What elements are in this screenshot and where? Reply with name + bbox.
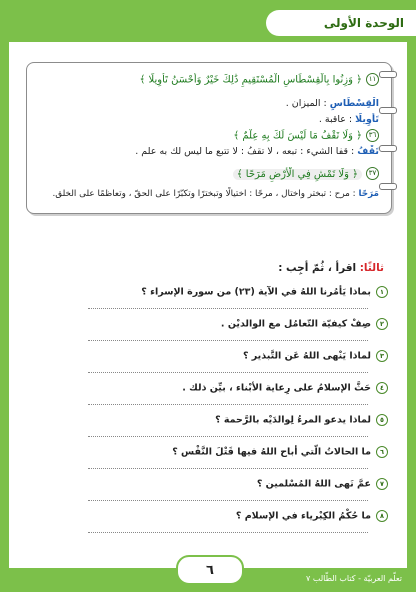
binder-ring-icon	[379, 183, 397, 190]
page-number: ٦	[176, 555, 244, 585]
question-text: ٥لماذا يدعو المرءُ لِوالدَيْه بالرَّحمة ؟	[215, 414, 388, 426]
question-text: ٣لماذا يَنْهى اللهُ عَن التَّبذير ؟	[243, 350, 388, 362]
unit-title: الوحدة الأولى	[323, 16, 404, 30]
verse-number: ١١	[366, 73, 379, 86]
question-item	[28, 350, 388, 370]
verse-text: ﴿ وَلَا تَمْشِ فِي الْأَرْضِ مَرَحًا ﴾	[233, 169, 362, 180]
definition-meaning: : عاقبة .	[318, 114, 356, 125]
verse-number: ٣٧	[366, 167, 379, 180]
question-item	[28, 318, 388, 338]
question-number: ٨	[376, 510, 388, 522]
verse-line-1b	[39, 129, 379, 144]
answer-line[interactable]	[88, 468, 368, 469]
right-border-strip	[407, 42, 416, 568]
question-number: ٤	[376, 382, 388, 394]
question-item	[28, 382, 388, 402]
definition-term: مَرَحًا	[358, 189, 379, 199]
section-number: ثالثًا:	[359, 262, 384, 274]
verse-line-1	[39, 73, 379, 88]
header-band	[0, 0, 416, 42]
answer-line[interactable]	[88, 436, 368, 437]
definition-term: تَأْوِيلًا	[355, 114, 379, 125]
left-border-strip	[0, 42, 9, 568]
binder-ring-icon	[379, 145, 397, 152]
question-item	[28, 414, 388, 434]
question-text: ٧عمَّ نَهى اللهُ المُسْلمين ؟	[257, 478, 388, 490]
answer-line[interactable]	[88, 372, 368, 373]
section-heading	[278, 262, 384, 274]
question-number: ١	[376, 286, 388, 298]
definition-meaning: : قفا الشيء : تبعه ، لا تقفُ : لا تتبع ما ليس لك به علم .	[135, 146, 358, 157]
definition-term: الْقِسْطَاسِ	[329, 98, 379, 109]
answer-line[interactable]	[88, 308, 368, 309]
question-item	[28, 478, 388, 498]
question-item	[28, 286, 388, 306]
unit-title-tab	[266, 10, 416, 36]
section-instruction: اقرأ ، ثُمّ أجِب :	[278, 262, 360, 274]
definition-meaning: : مرح : تبختر واختال ، مرحًا : اختيالًا وتبخترًا وتكبّرًا على الحقّ ، وتعاظمًا على الخلق.	[52, 189, 359, 199]
definition-term: تَقْفُ	[357, 146, 379, 157]
question-number: ٣	[376, 350, 388, 362]
definition-meaning: : الميزان .	[285, 98, 330, 109]
definition-line	[39, 145, 379, 159]
binder-ring-icon	[379, 71, 397, 78]
answer-line[interactable]	[88, 532, 368, 533]
answer-line[interactable]	[88, 500, 368, 501]
answer-line[interactable]	[88, 340, 368, 341]
definition-line	[39, 97, 379, 111]
verse-number: ٣٦	[366, 129, 379, 142]
question-number: ٢	[376, 318, 388, 330]
question-number: ٥	[376, 414, 388, 426]
definition-line	[39, 113, 379, 127]
question-number: ٧	[376, 478, 388, 490]
definition-line	[39, 187, 379, 201]
answer-line[interactable]	[88, 404, 368, 405]
verse-text: ﴿ وَلَا تَقْفُ مَا لَيْسَ لَكَ بِهِ عِلْمٌ ﴾	[233, 130, 362, 142]
question-text: ٤حَثَّ الإسلامُ على رِعاية الأبْناء ، بيِّن ذلك .	[182, 382, 388, 394]
verse-line-2	[39, 167, 379, 182]
question-number: ٦	[376, 446, 388, 458]
question-item	[28, 510, 388, 530]
verse-vocabulary-card	[26, 62, 392, 214]
binder-ring-icon	[379, 107, 397, 114]
question-text: ٦ما الحالاتُ الّتي أباح اللهُ فيها قَتْلَ النَّفْس ؟	[172, 446, 388, 458]
verse-text: ﴿ وَزِنُوا بِالْقِسْطَاسِ الْمُسْتَقِيمِ ذَٰلِكَ خَيْرٌ وَأَحْسَنُ تَأْوِيلًا ﴾	[139, 74, 362, 86]
book-title: تعلّم العربيّة - كتاب الطّالب ٧	[306, 574, 402, 583]
question-text: ١بماذا يَأمُرنا اللهُ في الآية (٢٣) من سورة الإسراء ؟	[141, 286, 388, 298]
question-text: ٢صِفْ كيفيّة التّعامُل مع الوالديْن .	[221, 318, 388, 330]
question-text: ٨ما حُكْمُ الكِبْرياء في الإسلام ؟	[236, 510, 388, 522]
question-item	[28, 446, 388, 466]
